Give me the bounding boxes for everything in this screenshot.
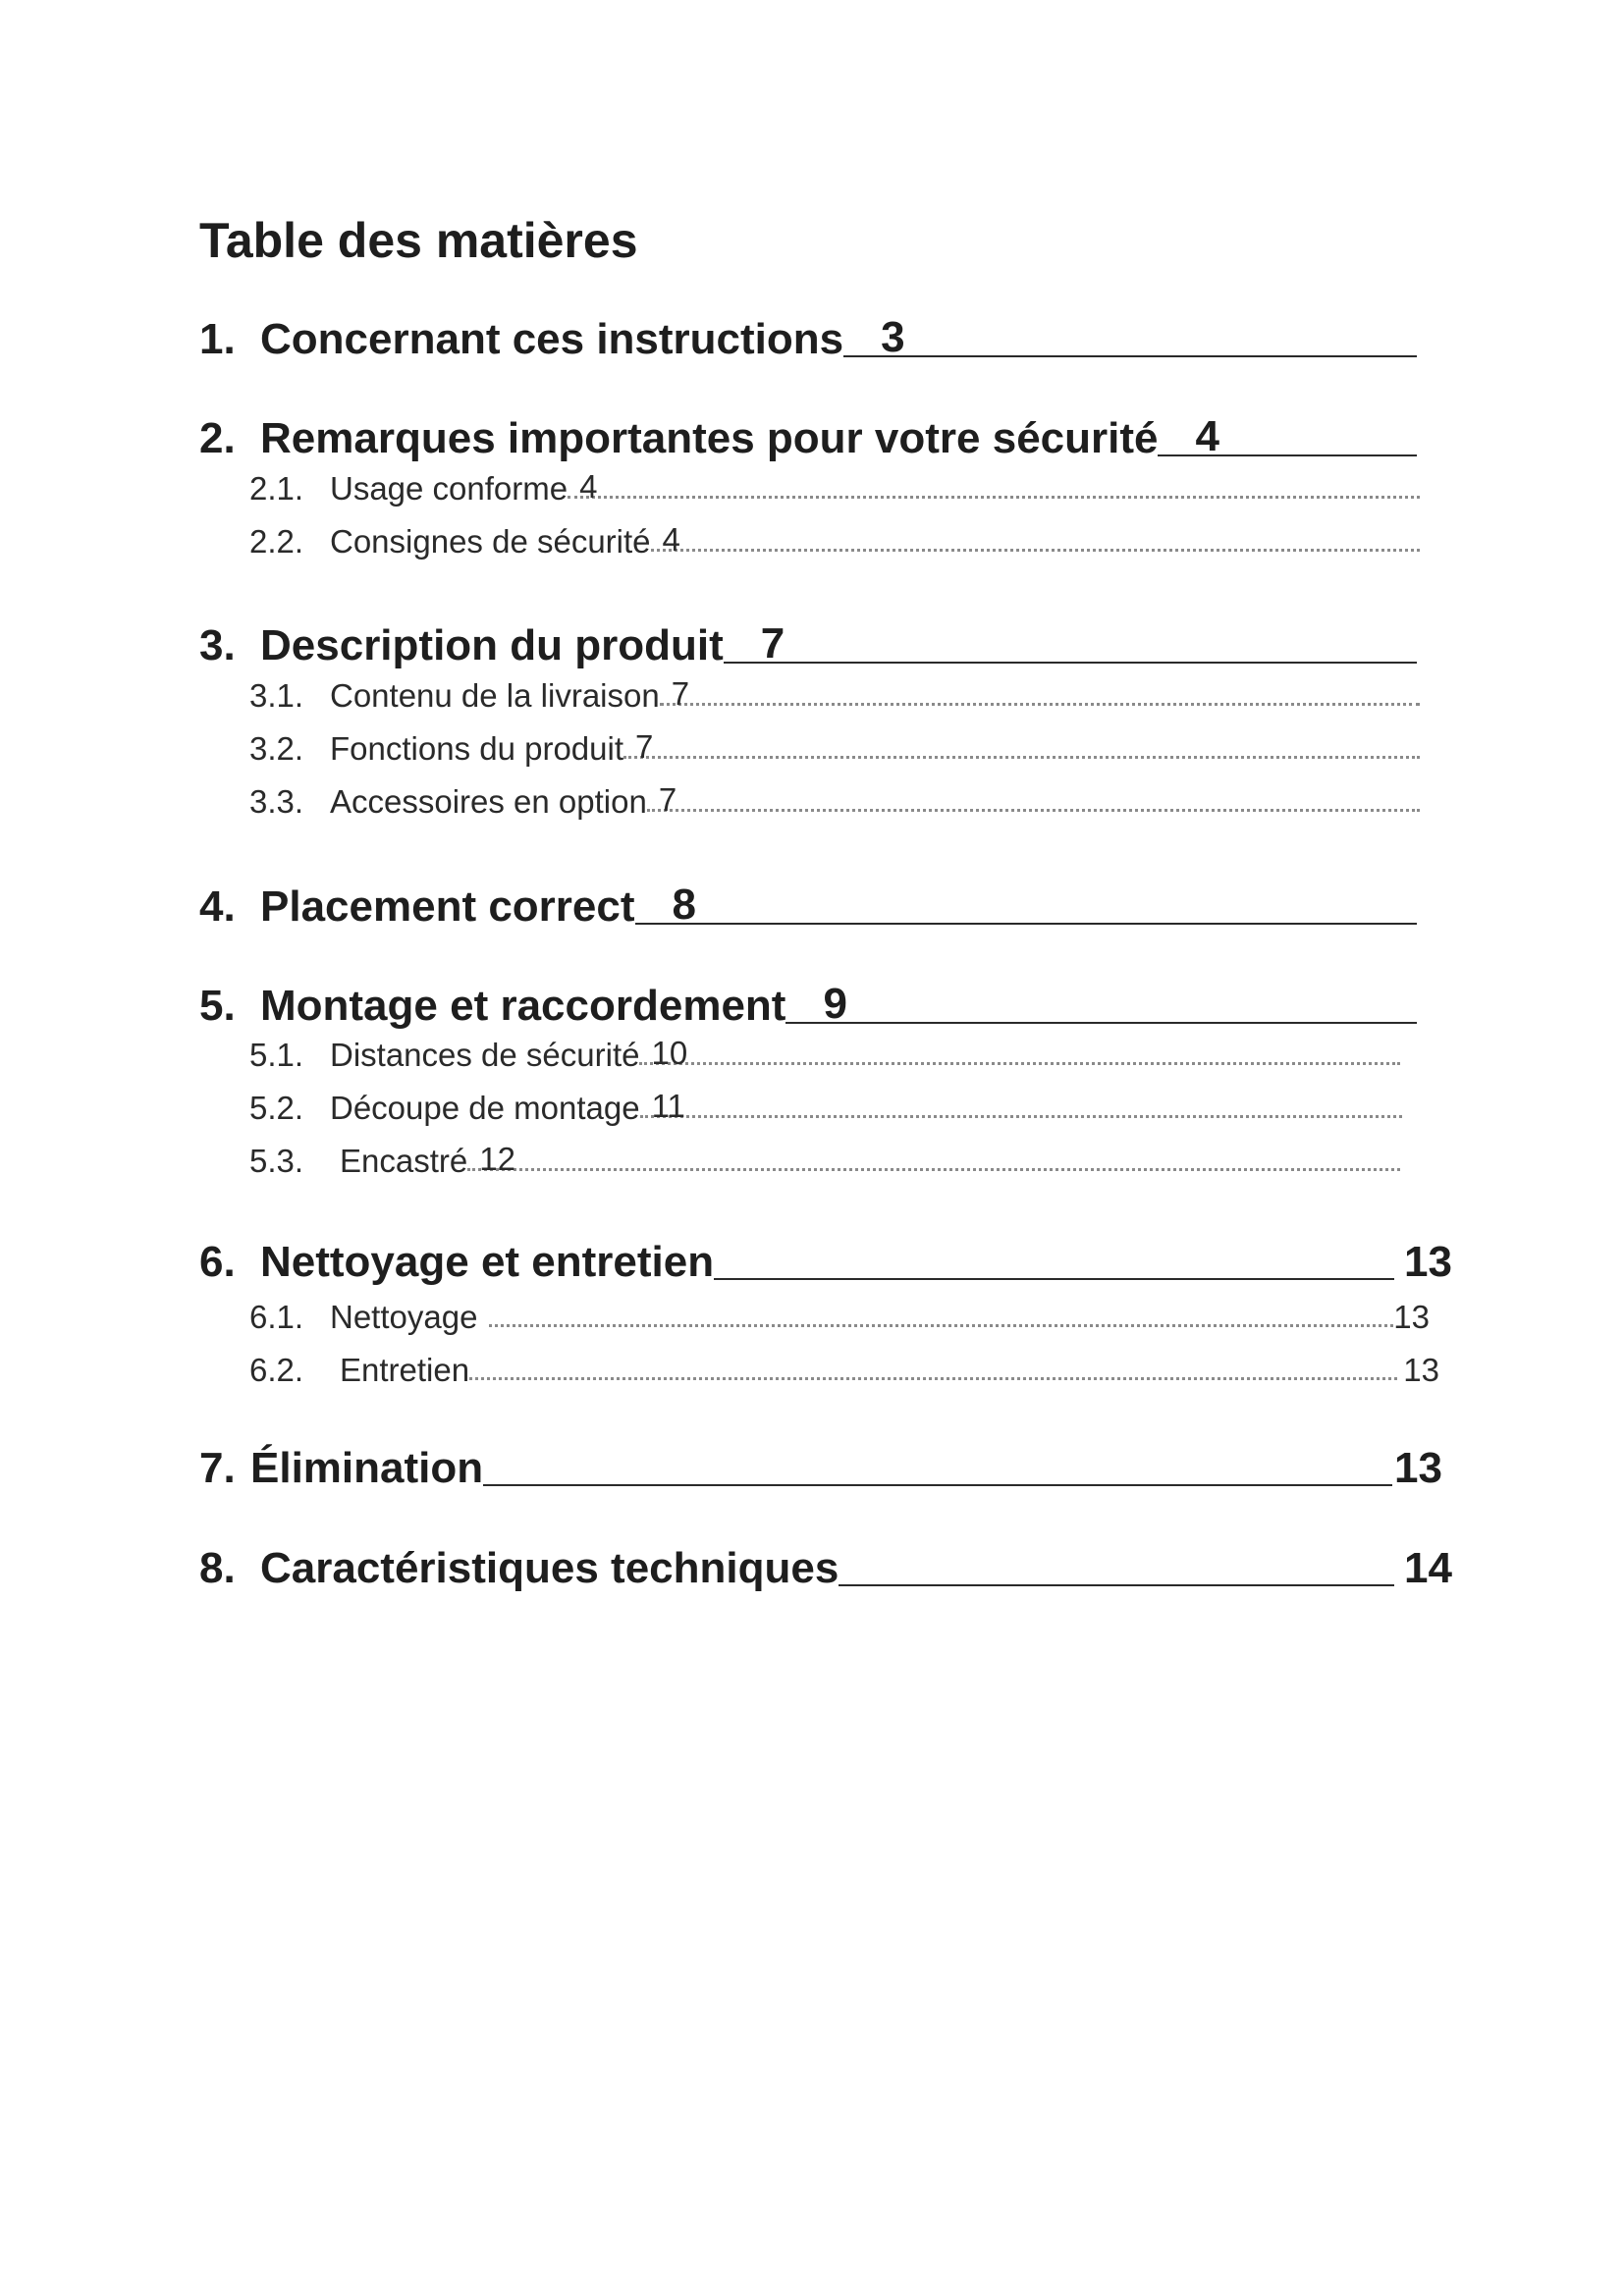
toc-page-number: 14 <box>1404 1544 1452 1592</box>
toc-subsection-number: 3.1. <box>249 677 304 714</box>
toc-subsection-title: Contenu de la livraison <box>330 677 660 714</box>
toc-dotted-leader <box>647 770 1420 818</box>
toc-subsection-number: 2.1. <box>249 470 304 507</box>
toc-section-title: Nettoyage et entretien <box>260 1238 715 1286</box>
toc-dotted-leader <box>623 717 1420 765</box>
toc-section-number: 3. <box>199 621 236 669</box>
toc-page-number: 3 <box>881 313 905 361</box>
toc-subsection-number: 5.1. <box>249 1037 304 1073</box>
toc-subsection-title: Accessoires en option <box>330 783 647 820</box>
toc-subsection-3-3[interactable] <box>249 773 1420 818</box>
toc-page-number: 13 <box>1394 1444 1442 1492</box>
toc-subsection-5-1[interactable] <box>249 1026 1400 1071</box>
toc-page-number: 13 <box>1404 1238 1452 1286</box>
toc-page-number: 13 <box>1393 1299 1430 1335</box>
toc-section-number: 8. <box>199 1544 236 1592</box>
toc-subsection-2-1[interactable] <box>249 459 1420 505</box>
toc-dotted-leader <box>467 1129 1400 1177</box>
toc-subsection-title: Encastré <box>340 1143 468 1179</box>
toc-page-number: 8 <box>672 881 697 929</box>
toc-subsection-number: 5.3. <box>249 1143 304 1179</box>
toc-section-title: Montage et raccordement <box>260 982 786 1030</box>
toc-subsection-5-2[interactable] <box>249 1079 1402 1124</box>
toc-subsection-title: Distances de sécurité <box>330 1037 640 1073</box>
toc-leader-line <box>483 1425 1392 1486</box>
toc-section-8[interactable] <box>199 1527 1452 1590</box>
toc-dotted-leader <box>660 664 1420 712</box>
toc-section-2[interactable] <box>199 398 1417 460</box>
toc-subsection-3-1[interactable] <box>249 667 1420 712</box>
toc-page-number: 4 <box>662 521 680 558</box>
toc-subsection-number: 3.2. <box>249 730 304 767</box>
toc-section-title: Remarques importantes pour votre sécurité <box>260 414 1159 462</box>
toc-leader-line <box>839 1525 1394 1586</box>
toc-section-number: 7. <box>199 1444 236 1492</box>
page-title: Table des matières <box>199 213 638 268</box>
toc-leader-line <box>1158 396 1417 460</box>
toc-dotted-leader <box>651 509 1420 558</box>
toc-section-1[interactable] <box>199 298 1417 361</box>
toc-subsection-title: Usage conforme <box>330 470 568 507</box>
toc-subsection-5-3[interactable] <box>249 1132 1400 1177</box>
toc-section-number: 1. <box>199 315 236 363</box>
toc-section-number: 5. <box>199 982 236 1030</box>
toc-page-number: 7 <box>658 781 677 818</box>
toc-page-number: 4 <box>579 468 598 505</box>
toc-subsection-title: Nettoyage <box>330 1299 478 1335</box>
toc-subsection-6-1[interactable] <box>249 1288 1430 1333</box>
toc-page-number: 9 <box>823 980 847 1028</box>
toc-section-6[interactable] <box>199 1221 1452 1284</box>
toc-subsection-number: 6.2. <box>249 1352 304 1388</box>
toc-section-title: Caractéristiques techniques <box>260 1544 839 1592</box>
toc-leader-line <box>785 963 1417 1028</box>
toc-page-number: 13 <box>1403 1352 1439 1388</box>
toc-dotted-leader <box>639 1023 1400 1071</box>
toc-section-title: Description du produit <box>260 621 724 669</box>
toc-section-3[interactable] <box>199 605 1417 667</box>
toc-page-number: 10 <box>651 1035 688 1071</box>
toc-page-number: 11 <box>651 1088 685 1124</box>
toc-subsection-title: Découpe de montage <box>330 1090 640 1126</box>
toc-dotted-leader <box>568 456 1420 505</box>
toc-leader-line <box>724 603 1417 667</box>
toc-leader-line <box>714 1219 1394 1280</box>
toc-page-number: 12 <box>479 1141 515 1177</box>
toc-leader-line <box>635 864 1417 929</box>
toc-subsection-2-2[interactable] <box>249 512 1420 558</box>
toc-subsection-title: Entretien <box>340 1352 470 1388</box>
toc-section-title: Concernant ces instructions <box>260 315 844 363</box>
toc-subsection-number: 6.1. <box>249 1299 304 1335</box>
toc-section-title: Placement correct <box>260 882 635 931</box>
toc-leader-line <box>843 296 1417 361</box>
toc-subsection-title: Fonctions du produit <box>330 730 624 767</box>
toc-section-title: Élimination <box>250 1444 484 1492</box>
toc-subsection-title: Consignes de sécurité <box>330 523 651 560</box>
toc-subsection-number: 3.3. <box>249 783 304 820</box>
toc-dotted-leader <box>640 1076 1402 1124</box>
toc-section-4[interactable] <box>199 866 1417 929</box>
toc-subsection-number: 5.2. <box>249 1090 304 1126</box>
toc-page-number: 7 <box>760 619 785 667</box>
toc-page-number: 4 <box>1195 412 1219 460</box>
toc-section-7[interactable] <box>199 1427 1442 1490</box>
toc-dotted-leader <box>489 1285 1393 1327</box>
toc-page-number: 7 <box>635 728 654 765</box>
toc-subsection-number: 2.2. <box>249 523 304 560</box>
toc-section-5[interactable] <box>199 965 1417 1028</box>
toc-section-number: 6. <box>199 1238 236 1286</box>
toc-dotted-leader <box>469 1338 1397 1380</box>
toc-section-number: 4. <box>199 882 236 931</box>
toc-subsection-6-2[interactable] <box>249 1341 1439 1386</box>
toc-page-number: 7 <box>671 675 690 712</box>
toc-subsection-3-2[interactable] <box>249 720 1420 765</box>
toc-section-number: 2. <box>199 414 236 462</box>
